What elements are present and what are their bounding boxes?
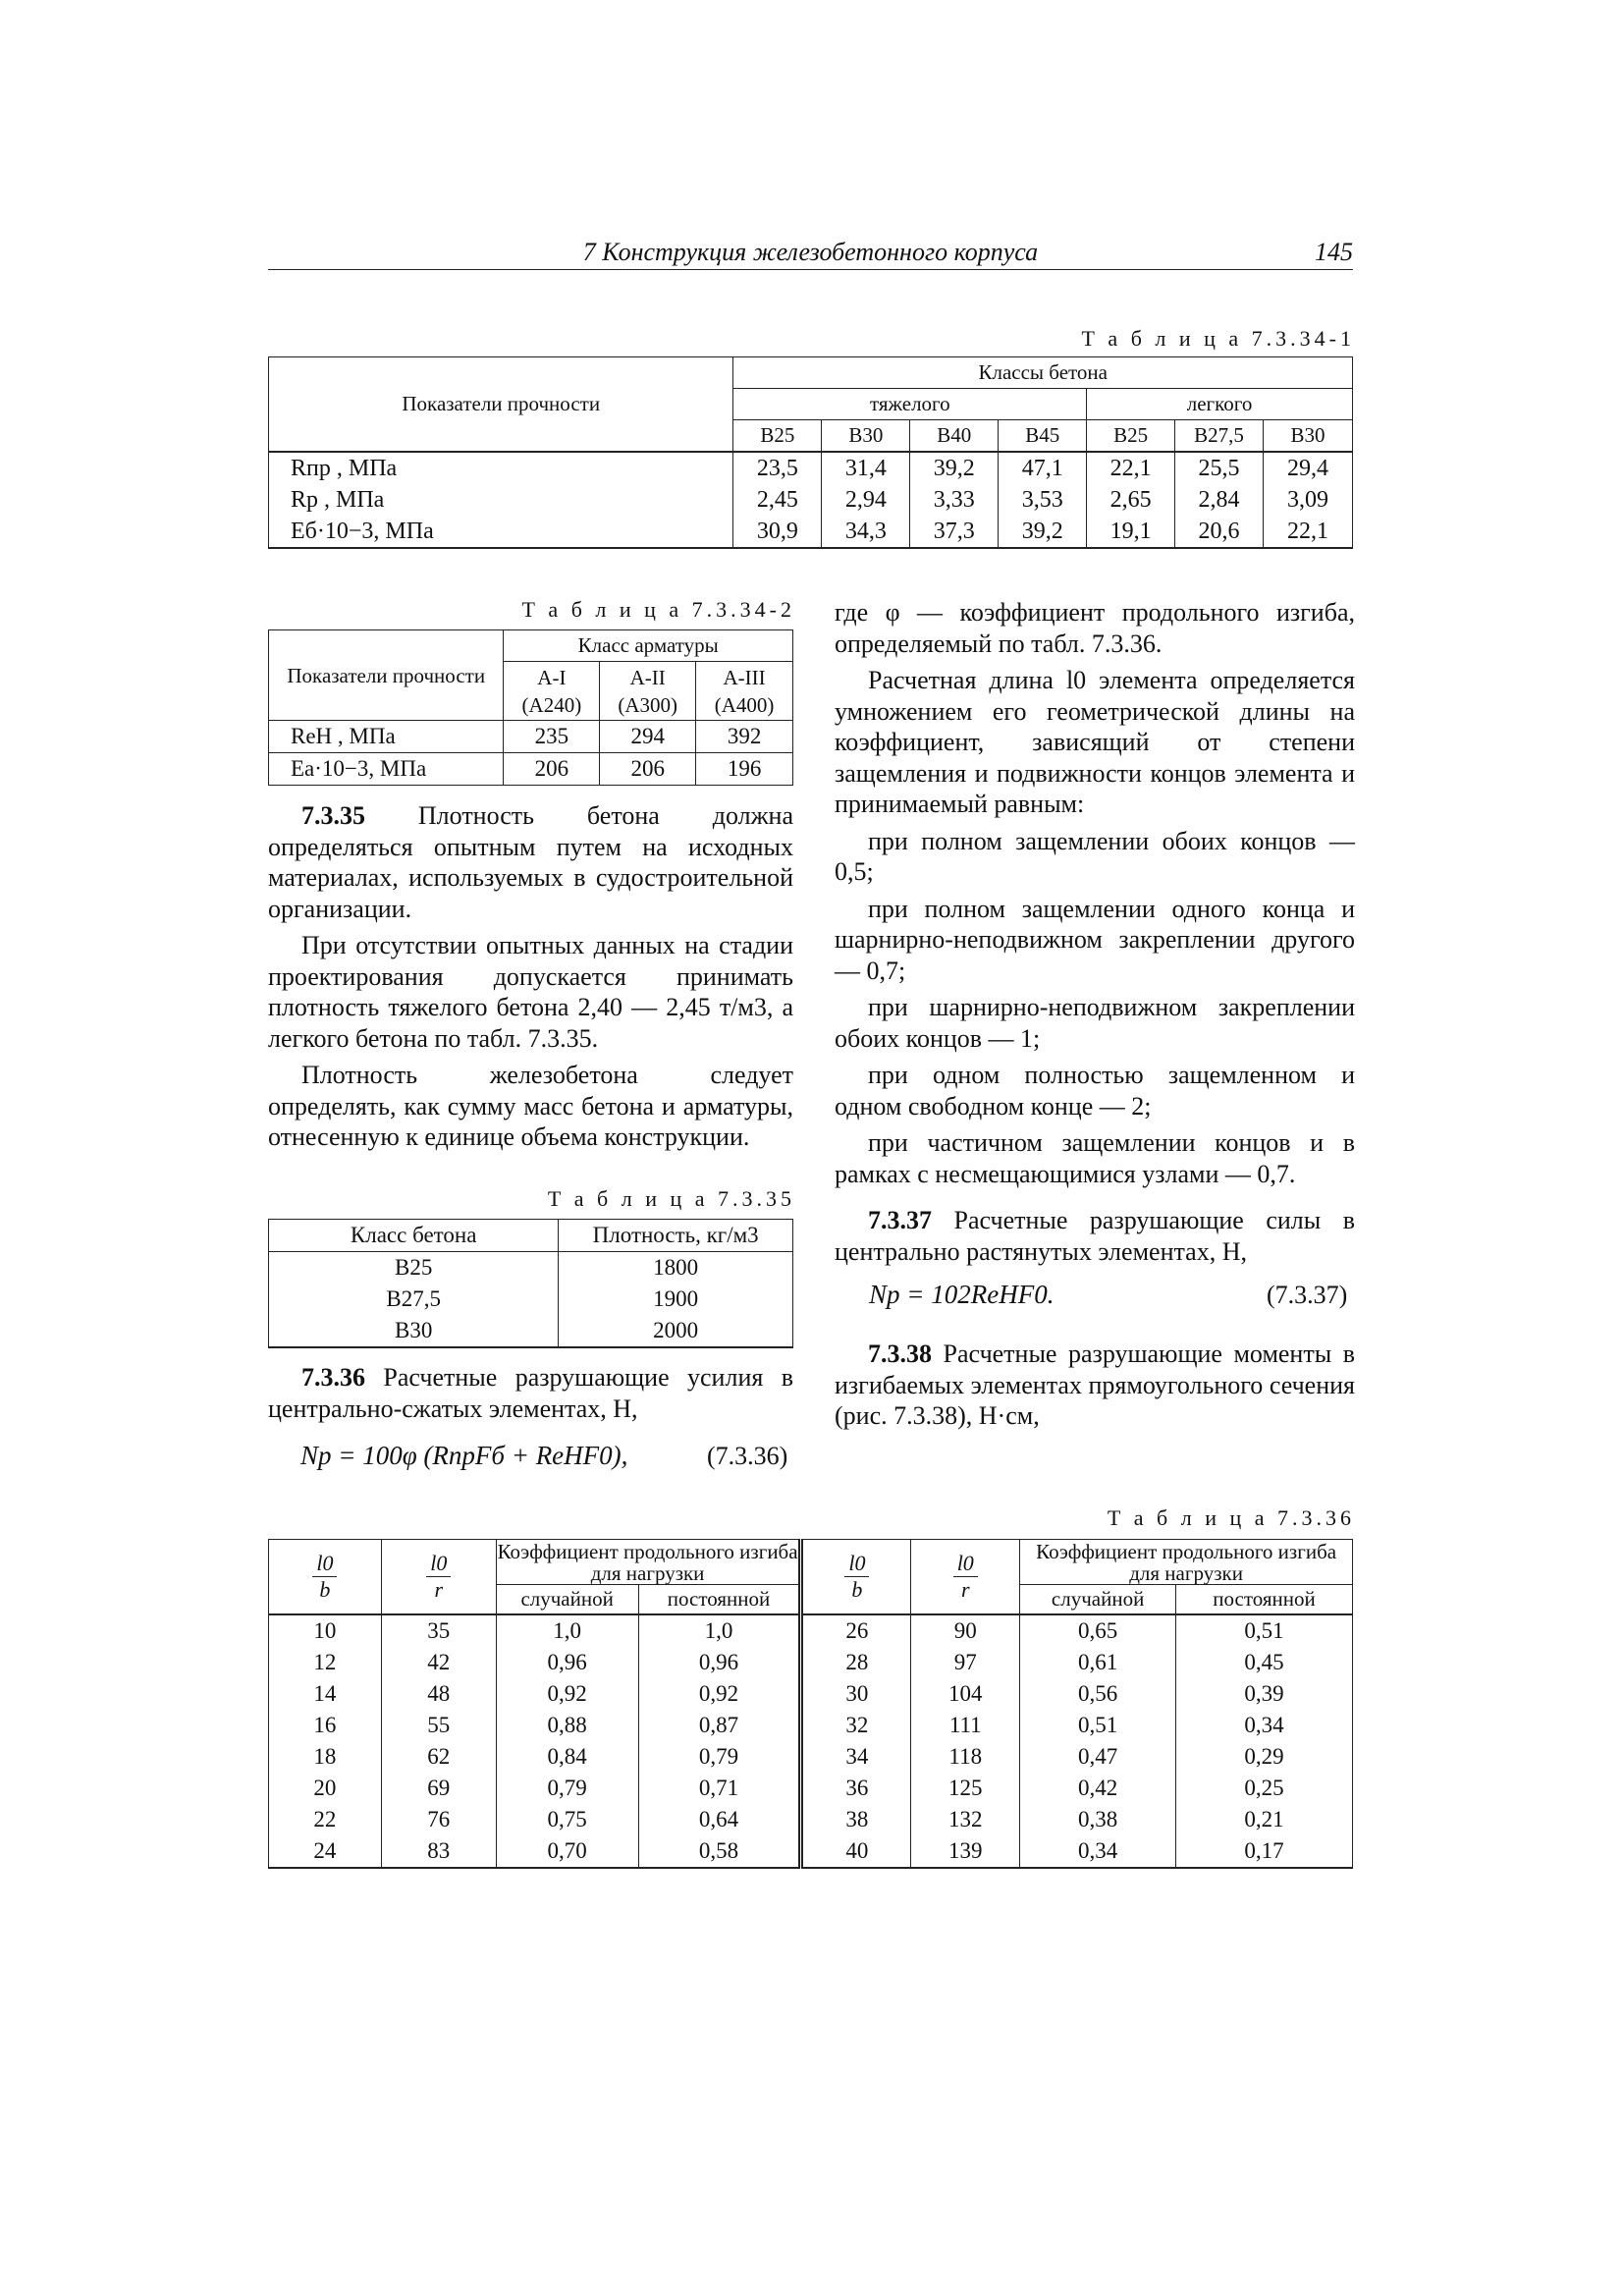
cell: 0,39 xyxy=(1176,1678,1353,1710)
paragraph-7-3-36 xyxy=(268,1362,793,1424)
table1-class: B45 xyxy=(999,420,1087,453)
paragraph-text: Плотность бетона должна определяться опытным путем на исходных материалах, используемых в судостроительной организации. xyxy=(268,801,793,923)
left-column-text xyxy=(268,800,793,1153)
cell: 20 xyxy=(269,1773,382,1804)
cell: 97 xyxy=(911,1647,1020,1678)
table-row xyxy=(269,1252,793,1285)
table-row xyxy=(269,484,1353,516)
fraction-l0-over-b xyxy=(844,1551,869,1603)
class-code: (А400) xyxy=(714,692,775,717)
cell: 42 xyxy=(381,1647,496,1678)
cell: 12 xyxy=(269,1647,382,1678)
cell: 2,84 xyxy=(1175,484,1264,516)
cell: 2,65 xyxy=(1087,484,1175,516)
cell: 39,2 xyxy=(999,516,1087,548)
table-row xyxy=(269,1678,1353,1710)
cell: 0,51 xyxy=(1020,1710,1176,1741)
cell: 90 xyxy=(911,1614,1020,1647)
cell: 40 xyxy=(801,1835,911,1868)
table2-group-header: Класс арматуры xyxy=(504,630,793,662)
cell: 0,56 xyxy=(1020,1678,1176,1710)
paragraph-7-3-38 xyxy=(835,1339,1355,1432)
cell: 104 xyxy=(911,1678,1020,1710)
cell: 62 xyxy=(381,1741,496,1773)
table-row xyxy=(269,516,1353,548)
running-header xyxy=(268,234,1353,270)
cell: 3,09 xyxy=(1264,484,1353,516)
cell: 24 xyxy=(269,1835,382,1868)
table-row xyxy=(269,452,1353,484)
table1-class: B27,5 xyxy=(1175,420,1264,453)
section-number: 7.3.38 xyxy=(868,1339,932,1368)
cell: 0,92 xyxy=(638,1678,801,1710)
cell: 26 xyxy=(801,1614,911,1647)
cell: 30,9 xyxy=(733,516,822,548)
fraction-numerator: l0 xyxy=(426,1551,451,1577)
cell: 34 xyxy=(801,1741,911,1773)
cell: 0,34 xyxy=(1020,1835,1176,1868)
table1-class: B40 xyxy=(910,420,999,453)
fraction-denominator: b xyxy=(851,1576,863,1602)
cell: 14 xyxy=(269,1678,382,1710)
cell: 31,4 xyxy=(822,452,910,484)
formula-7-3-37: Nр = 102RеНF0. xyxy=(869,1280,1055,1309)
coef-header: Коэффициент продольного изгиба для нагрузки xyxy=(1020,1540,1353,1585)
table-row xyxy=(269,753,793,786)
cell: 132 xyxy=(911,1804,1020,1835)
cell: 18 xyxy=(269,1741,382,1773)
cell: 2,94 xyxy=(822,484,910,516)
cell: 0,75 xyxy=(496,1804,638,1835)
table1-class: B25 xyxy=(1087,420,1175,453)
paragraph: Расчетная длина l0 элемента определяется умножением его геометрической длины на коэффициент, зависящий от степени защемления и подвижности концов элемента и принимаемый равным: xyxy=(835,666,1355,818)
class-name: А-III xyxy=(723,665,766,689)
paragraph-text: Расчетные разрушающие моменты в изгибаемых элементах прямоугольного сечения (рис. 7.3.38), Н·см, xyxy=(835,1339,1355,1430)
right-column-text xyxy=(835,597,1355,1267)
table1-row-header: Показатели прочности xyxy=(269,357,733,453)
table1-class: B30 xyxy=(822,420,910,453)
cell: 83 xyxy=(381,1835,496,1868)
cell: B30 xyxy=(269,1315,559,1347)
cell: 37,3 xyxy=(910,516,999,548)
fraction-denominator: r xyxy=(960,1576,970,1602)
table-7-3-35 xyxy=(268,1219,793,1348)
table2-class xyxy=(600,662,696,721)
paragraph-text: Расчетные разрушающие силы в центрально растянутых элементах, Н, xyxy=(835,1206,1355,1266)
cell: 1800 xyxy=(559,1252,793,1285)
cell: 69 xyxy=(381,1773,496,1804)
cell: 76 xyxy=(381,1804,496,1835)
sub-header: случайной xyxy=(496,1585,638,1614)
fraction-numerator: l0 xyxy=(844,1551,869,1577)
cell: 0,29 xyxy=(1176,1741,1353,1773)
cell: 0,96 xyxy=(638,1647,801,1678)
cell: 47,1 xyxy=(999,452,1087,484)
cell: 0,45 xyxy=(1176,1647,1353,1678)
cell: 32 xyxy=(801,1710,911,1741)
cell: 38 xyxy=(801,1804,911,1835)
cell: 22,1 xyxy=(1264,516,1353,548)
fraction-denominator: r xyxy=(434,1576,444,1602)
sub-header: постоянной xyxy=(638,1585,801,1614)
cell: 25,5 xyxy=(1175,452,1264,484)
cell: 0,65 xyxy=(1020,1614,1176,1647)
table-7-3-34-2 xyxy=(268,629,793,786)
paragraph-text: Расчетные разрушающие усилия в центрально-сжатых элементах, Н, xyxy=(268,1363,793,1423)
cell: 22 xyxy=(269,1804,382,1835)
cell: 3,53 xyxy=(999,484,1087,516)
cell: 0,21 xyxy=(1176,1804,1353,1835)
cell: 36 xyxy=(801,1773,911,1804)
paragraph-7-3-37 xyxy=(835,1205,1355,1267)
header-l0-b xyxy=(269,1540,382,1614)
fraction-l0-over-r xyxy=(426,1551,451,1603)
table-row xyxy=(269,1315,793,1347)
cell: 235 xyxy=(504,721,600,753)
cell: 0,38 xyxy=(1020,1804,1176,1835)
cell: B27,5 xyxy=(269,1284,559,1315)
cell: 0,79 xyxy=(496,1773,638,1804)
cell: 1,0 xyxy=(496,1614,638,1647)
cell: 1900 xyxy=(559,1284,793,1315)
page-number: 145 xyxy=(1315,238,1353,266)
cell: 23,5 xyxy=(733,452,822,484)
table-row xyxy=(269,1614,1353,1647)
table2-caption: Т а б л и ц а 7.3.34-2 xyxy=(521,597,795,622)
cell: 206 xyxy=(600,753,696,786)
table2-class xyxy=(504,662,600,721)
cell: 0,79 xyxy=(638,1741,801,1773)
header-l0-b xyxy=(801,1540,911,1614)
row-label: Rр , МПа xyxy=(269,484,733,516)
equation-number: (7.3.37) xyxy=(1267,1281,1348,1309)
cell: 3,33 xyxy=(910,484,999,516)
row-label: Eа·10−3, МПа xyxy=(269,753,504,786)
section-7-3-38 xyxy=(835,1339,1355,1432)
fraction-l0-over-r xyxy=(953,1551,978,1603)
cell: 29,4 xyxy=(1264,452,1353,484)
cell: 0,87 xyxy=(638,1710,801,1741)
table3-header: Класс бетона xyxy=(269,1220,559,1252)
sub-header: постоянной xyxy=(1176,1585,1353,1614)
cell: 206 xyxy=(504,753,600,786)
list-item: при полном защемлении обоих концов — 0,5; xyxy=(835,826,1355,886)
cell: 0,71 xyxy=(638,1773,801,1804)
table-7-3-36 xyxy=(268,1539,1353,1869)
header-l0-r xyxy=(381,1540,496,1614)
cell: 0,25 xyxy=(1176,1773,1353,1804)
table1-caption: Т а б л и ц а 7.3.34-1 xyxy=(1081,326,1355,351)
formula-7-3-36: Nр = 100φ (RпрFб + RеНF0), xyxy=(300,1441,628,1470)
cell: 0,61 xyxy=(1020,1647,1176,1678)
cell: 0,58 xyxy=(638,1835,801,1868)
cell: 1,0 xyxy=(638,1614,801,1647)
header-l0-r xyxy=(911,1540,1020,1614)
table3-header: Плотность, кг/м3 xyxy=(559,1220,793,1252)
table1-group-header: Классы бетона xyxy=(733,357,1353,389)
table-row xyxy=(269,1835,1353,1868)
cell: 392 xyxy=(696,721,793,753)
table2-row-header: Показатели прочности xyxy=(269,630,504,721)
cell: 34,3 xyxy=(822,516,910,548)
table-row xyxy=(269,1647,1353,1678)
table-row xyxy=(269,721,793,753)
cell: 22,1 xyxy=(1087,452,1175,484)
section-number: 7.3.36 xyxy=(301,1363,365,1392)
equation-number: (7.3.36) xyxy=(707,1442,788,1470)
cell: 0,88 xyxy=(496,1710,638,1741)
list-item: при частичном защемлении концов и в рамках с несмещающимися узлами — 0,7. xyxy=(835,1128,1355,1188)
cell: 0,42 xyxy=(1020,1773,1176,1804)
coef-header: Коэффициент продольного изгиба для нагрузки xyxy=(496,1540,801,1585)
table-row xyxy=(269,1804,1353,1835)
cell: 2,45 xyxy=(733,484,822,516)
table1-class: B30 xyxy=(1264,420,1353,453)
row-label: Rпр , МПа xyxy=(269,452,733,484)
table2-class xyxy=(696,662,793,721)
cell: 0,47 xyxy=(1020,1741,1176,1773)
cell: 196 xyxy=(696,753,793,786)
cell: 55 xyxy=(381,1710,496,1741)
fraction-denominator: b xyxy=(319,1576,331,1602)
cell: 28 xyxy=(801,1647,911,1678)
cell: 39,2 xyxy=(910,452,999,484)
cell: 20,6 xyxy=(1175,516,1264,548)
cell: 10 xyxy=(269,1614,382,1647)
cell: 48 xyxy=(381,1678,496,1710)
list-item: при одном полностью защемленном и одном свободном конце — 2; xyxy=(835,1061,1355,1121)
class-code: (А300) xyxy=(618,692,678,717)
table-row xyxy=(269,1284,793,1315)
chapter-title: 7 Конструкция железобетонного корпуса xyxy=(582,238,1039,266)
class-name: А-I xyxy=(537,665,567,689)
table-7-3-34-1 xyxy=(268,356,1353,549)
table3-caption: Т а б л и ц а 7.3.35 xyxy=(547,1186,795,1211)
table-row xyxy=(269,1773,1353,1804)
paragraph: где φ — коэффициент продольного изгиба, определяемый по табл. 7.3.36. xyxy=(835,598,1355,658)
cell: 0,34 xyxy=(1176,1710,1353,1741)
table4-caption: Т а б л и ц а 7.3.36 xyxy=(1107,1505,1355,1530)
list-item: при полном защемлении одного конца и шарнирно-неподвижном закреплении другого — 0,7; xyxy=(835,894,1355,985)
cell: 0,96 xyxy=(496,1647,638,1678)
fraction-numerator: l0 xyxy=(953,1551,978,1577)
cell: 0,70 xyxy=(496,1835,638,1868)
cell: 125 xyxy=(911,1773,1020,1804)
cell: 0,64 xyxy=(638,1804,801,1835)
cell: 294 xyxy=(600,721,696,753)
table1-subgroup-heavy: тяжелого xyxy=(733,389,1087,420)
cell: 111 xyxy=(911,1710,1020,1741)
fraction-l0-over-b xyxy=(312,1551,337,1603)
cell: 2000 xyxy=(559,1315,793,1347)
fraction-numerator: l0 xyxy=(312,1551,337,1577)
table1-subgroup-light: легкого xyxy=(1087,389,1353,420)
table-row xyxy=(269,1710,1353,1741)
row-label: Eб·10−3, МПа xyxy=(269,516,733,548)
cell: 0,92 xyxy=(496,1678,638,1710)
paragraph-7-3-35 xyxy=(268,800,793,924)
cell: 30 xyxy=(801,1678,911,1710)
sub-header: случайной xyxy=(1020,1585,1176,1614)
cell: 0,51 xyxy=(1176,1614,1353,1647)
cell: 16 xyxy=(269,1710,382,1741)
section-7-3-36 xyxy=(268,1362,793,1424)
paragraph: Плотность железобетона следует определять, как сумму масс бетона и арматуры, отнесенную к единице объема конструкции. xyxy=(268,1061,793,1151)
cell: 0,84 xyxy=(496,1741,638,1773)
class-name: А-II xyxy=(629,665,666,689)
class-code: (А240) xyxy=(521,692,582,717)
cell: B25 xyxy=(269,1252,559,1285)
paragraph: При отсутствии опытных данных на стадии проектирования допускается принимать плотность тяжелого бетона 2,40 — 2,45 т/м3, а легкого бетона по табл. 7.3.35. xyxy=(268,931,793,1053)
section-number: 7.3.37 xyxy=(868,1206,932,1234)
cell: 139 xyxy=(911,1835,1020,1868)
table-row xyxy=(269,1741,1353,1773)
cell: 35 xyxy=(381,1614,496,1647)
cell: 118 xyxy=(911,1741,1020,1773)
table1-class: B25 xyxy=(733,420,822,453)
cell: 0,17 xyxy=(1176,1835,1353,1868)
row-label: RеН , МПа xyxy=(269,721,504,753)
list-item: при шарнирно-неподвижном закреплении обоих концов — 1; xyxy=(835,993,1355,1053)
cell: 19,1 xyxy=(1087,516,1175,548)
section-number: 7.3.35 xyxy=(301,801,365,830)
